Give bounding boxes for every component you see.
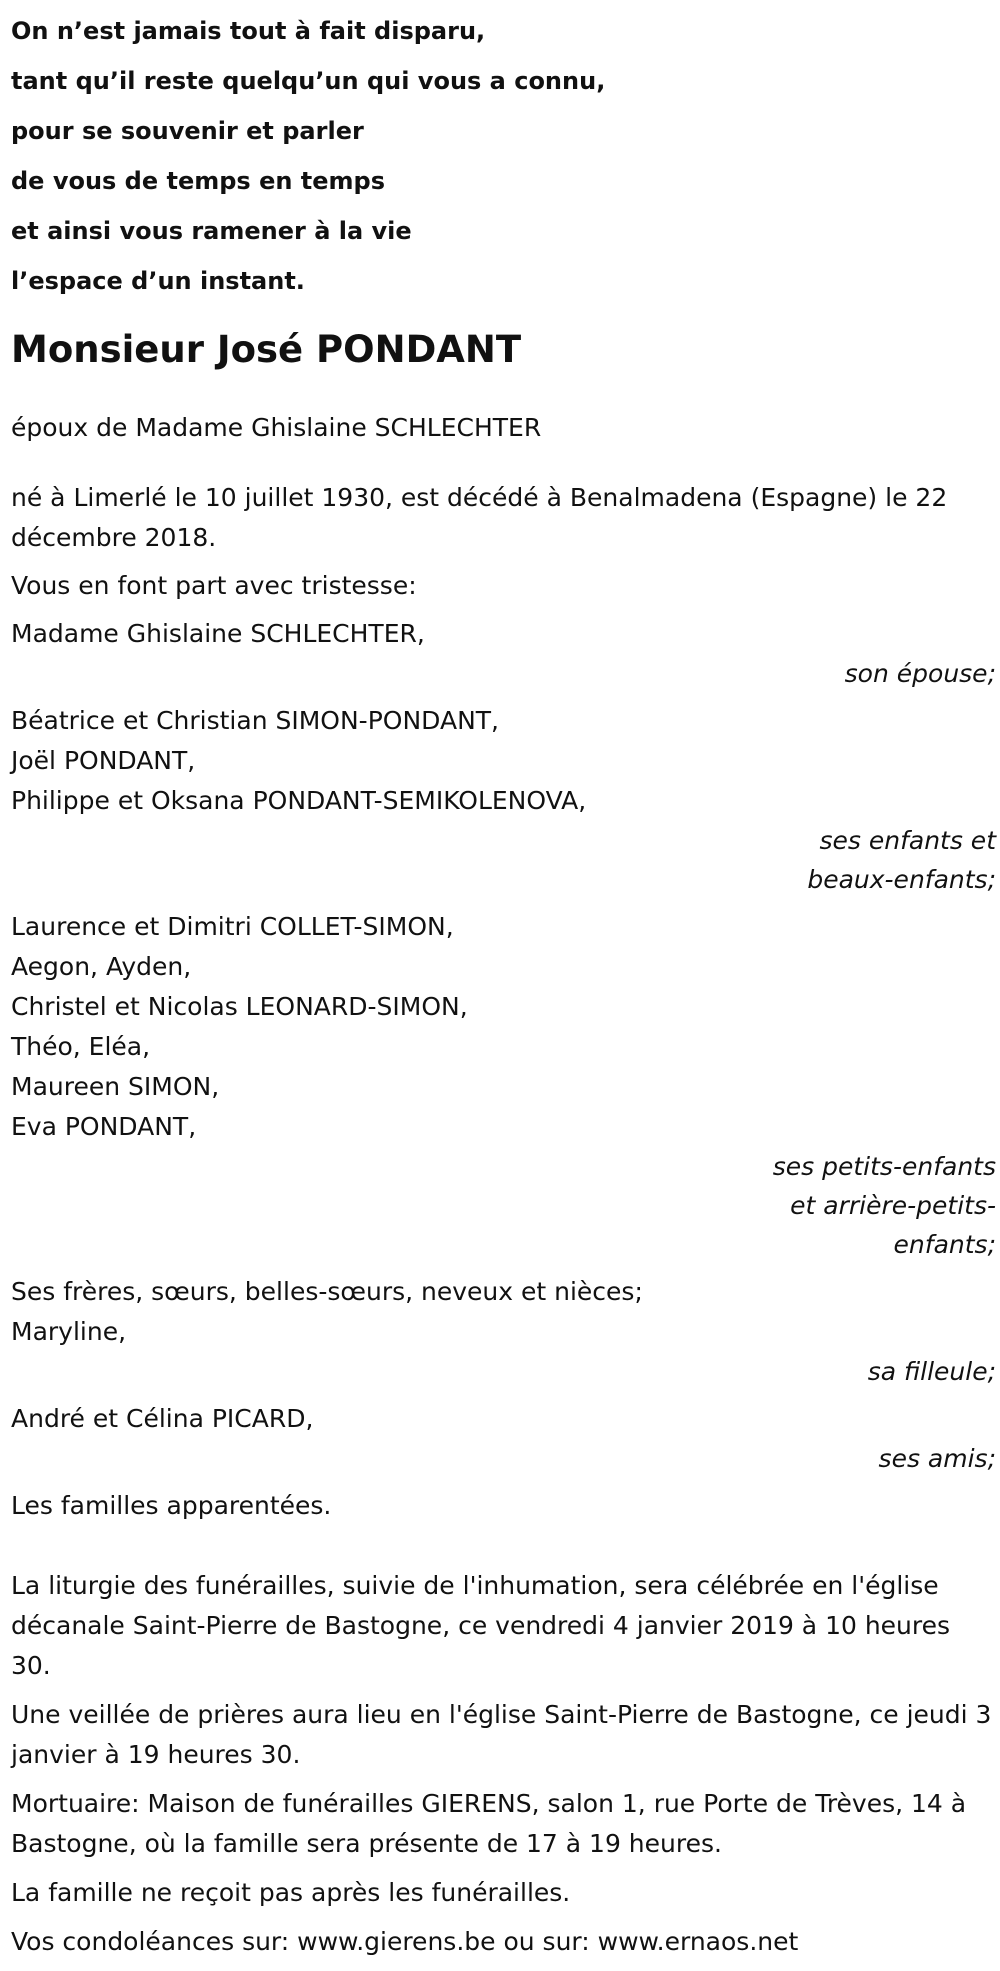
mourner-name: Aegon, Ayden, (11, 952, 192, 981)
mourner-group-siblings-godchild (11, 1272, 996, 1391)
mourner-group-grandchildren (11, 907, 996, 1264)
memorial-poem (11, 6, 996, 306)
condolences-text: Vos condoléances sur: www.gierens.be ou sur: www.ernaos.net (11, 1927, 799, 1956)
ceremony-details (11, 1566, 996, 1962)
relation-label: ses enfants et beaux-enfants; (807, 826, 996, 894)
mortuary-text: Mortuaire: Maison de funérailles GIERENS, salon 1, rue Porte de Trèves, 14 à Bastogne, où la famille sera présente de 17 à 19 heures. (11, 1789, 967, 1858)
deceased-name: Monsieur José PONDANT (11, 328, 522, 371)
obituary-notice (11, 0, 996, 1971)
announcement-intro: Vous en font part avec tristesse: (11, 571, 417, 600)
vigil-text: Une veillée de prières aura lieu en l'église Saint-Pierre de Bastogne, ce jeudi 3 janvier à 19 heures 30. (11, 1700, 992, 1769)
poem-line: et ainsi vous ramener à la vie (11, 217, 412, 245)
mourner-group-friends (11, 1399, 996, 1478)
spouse-line: époux de Madame Ghislaine SCHLECHTER (11, 413, 542, 442)
mourner-name: Eva PONDANT, (11, 1112, 197, 1141)
mourner-name: Laurence et Dimitri COLLET-SIMON, (11, 912, 454, 941)
poem-line: tant qu’il reste quelqu’un qui vous a connu, (11, 67, 606, 95)
mourners-list (11, 614, 996, 1526)
poem-line: l’espace d’un instant. (11, 267, 305, 295)
relation-label: sa filleule; (867, 1357, 996, 1386)
relation-label: son épouse; (844, 659, 996, 688)
no-visits-text: La famille ne reçoit pas après les funérailles. (11, 1878, 571, 1907)
poem-line: On n’est jamais tout à fait disparu, (11, 17, 486, 45)
relation-label: ses petits-enfants et arrière-petits-enfants; (772, 1152, 996, 1259)
mourner-name: Théo, Eléa, (11, 1032, 151, 1061)
mourner-group-children (11, 701, 996, 899)
mourner-name: Joël PONDANT, (11, 746, 196, 775)
poem-line: de vous de temps en temps (11, 167, 386, 195)
mourner-group-relatives (11, 1486, 996, 1526)
mourner-name: Maureen SIMON, (11, 1072, 220, 1101)
mourner-name: Philippe et Oksana PONDANT-SEMIKOLENOVA, (11, 786, 587, 815)
funeral-text: La liturgie des funérailles, suivie de l'inhumation, sera célébrée en l'église décanale Saint-Pierre de Bastogne, ce vendredi 4 janvier 2019 à 10 heures 30. (11, 1571, 951, 1680)
mourner-name: Christel et Nicolas LEONARD-SIMON, (11, 992, 468, 1021)
relation-label: ses amis; (878, 1444, 996, 1473)
birth-death-text: né à Limerlé le 10 juillet 1930, est décédé à Benalmadena (Espagne) le 22 décembre 2018. (11, 483, 948, 552)
mourner-name: Les familles apparentées. (11, 1491, 332, 1520)
poem-line: pour se souvenir et parler (11, 117, 364, 145)
mourner-name: Maryline, (11, 1317, 127, 1346)
mourner-name: Ses frères, sœurs, belles-sœurs, neveux et nièces; (11, 1277, 643, 1306)
mourner-name: Béatrice et Christian SIMON-PONDANT, (11, 706, 499, 735)
mourner-name: André et Célina PICARD, (11, 1404, 314, 1433)
mourner-group-spouse (11, 614, 996, 693)
mourner-name: Madame Ghislaine SCHLECHTER, (11, 619, 425, 648)
